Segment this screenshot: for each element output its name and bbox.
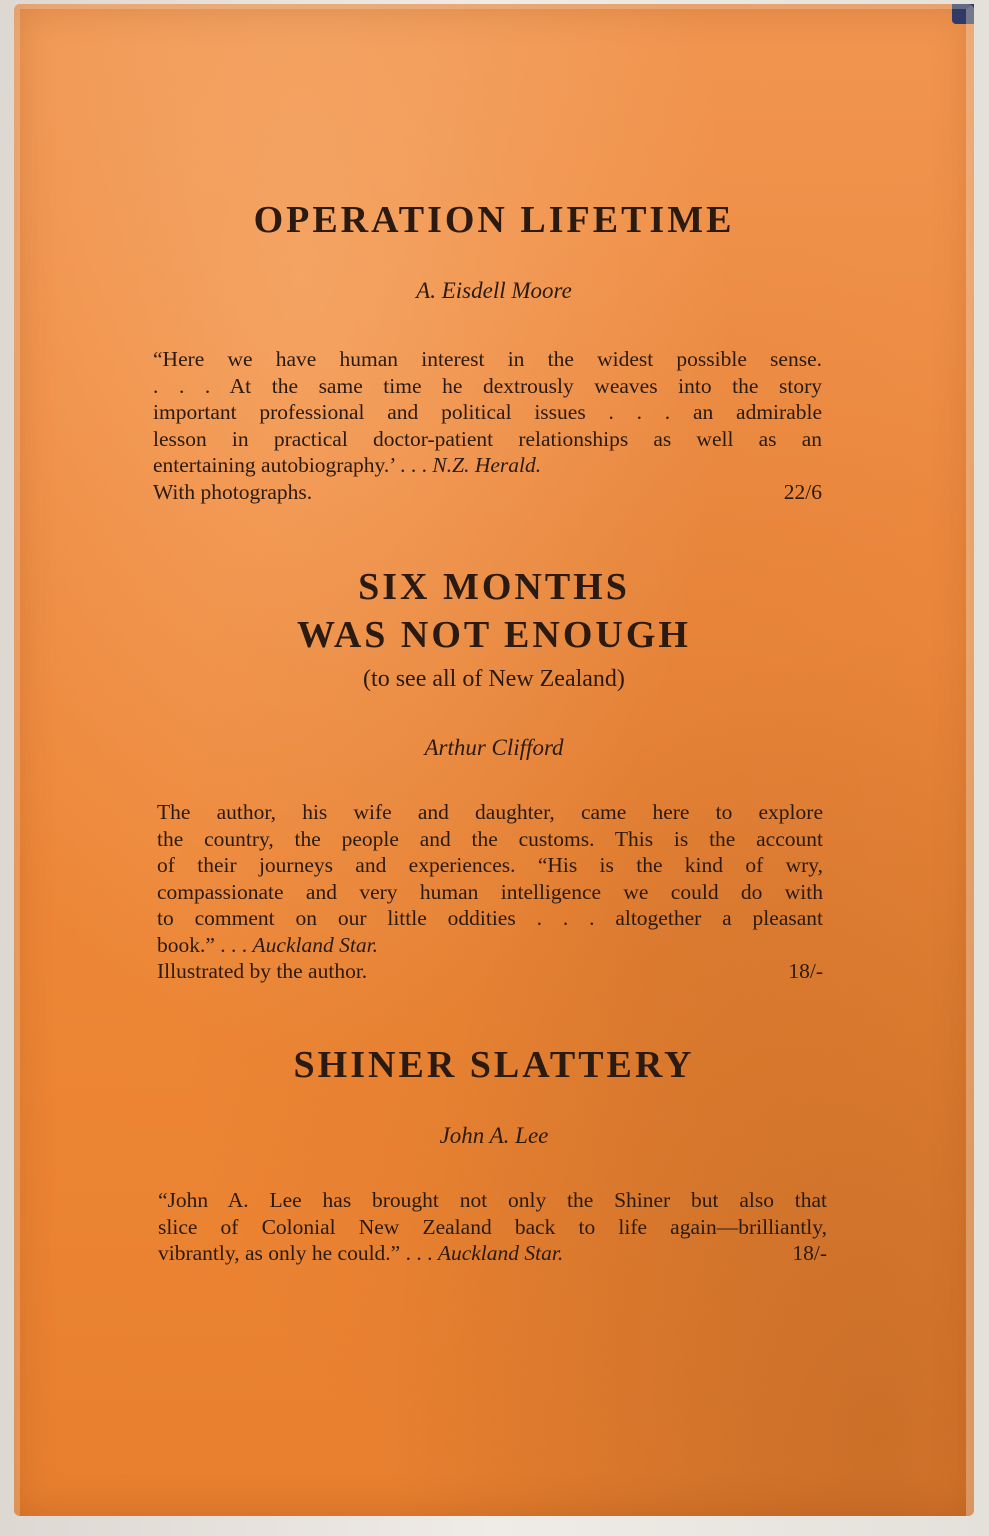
blurb-line: The author, his wife and daughter, came here to explore	[157, 800, 823, 824]
review-source: Auckland Star.	[252, 932, 378, 957]
book-subtitle-six-months: (to see all of New Zealand)	[363, 666, 625, 692]
blurb-line: compassionate and very human intelligence we could do with	[157, 879, 823, 904]
book-title-six-months-line1: SIX MONTHS	[358, 566, 630, 608]
review-source: N.Z. Herald.	[432, 453, 542, 477]
blurb-line: lesson in practical doctor-patient relationships as well as an	[153, 426, 822, 451]
book-author-arthur-clifford: Arthur Clifford	[424, 735, 564, 760]
book-blurb-six-months	[157, 799, 823, 985]
review-source: Auckland Star.	[437, 1241, 564, 1265]
blurb-line: the country, the people and the customs. This is the account	[157, 826, 823, 851]
spine-edge	[952, 4, 974, 24]
book-price: 18/-	[788, 959, 823, 983]
book-blurb-shiner-slattery	[158, 1187, 827, 1267]
blurb-line: slice of Colonial New Zealand back to life again—brilliantly,	[158, 1214, 827, 1239]
book-title-operation-lifetime: OPERATION LIFETIME	[253, 199, 735, 241]
blurb-line	[158, 1240, 563, 1267]
book-author-john-a-lee: John A. Lee	[439, 1123, 549, 1148]
book-price: 22/6	[783, 479, 822, 504]
book-note: Illustrated by the author.	[157, 959, 368, 983]
book-note: With photographs.	[153, 479, 313, 504]
book-title-shiner-slattery: SHINER SLATTERY	[293, 1044, 695, 1086]
blurb-line: of their journeys and experiences. “His is the kind of wry,	[157, 853, 823, 877]
blurb-line	[157, 932, 823, 959]
blurb-line: to comment on our little oddities . . . altogether a pleasant	[157, 906, 823, 930]
blurb-line: important professional and political issues . . . an admirable	[153, 400, 822, 424]
blurb-line-text: book.” . . .	[157, 932, 253, 957]
blurb-line: . . . At the same time he dextrously weaves into the story	[153, 373, 822, 398]
blurb-line-text: vibrantly, as only he could.” . . .	[158, 1241, 438, 1265]
book-footer-row	[157, 958, 823, 985]
book-footer-row	[158, 1240, 827, 1267]
book-title-six-months-line2: WAS NOT ENOUGH	[297, 614, 691, 656]
book-footer-row	[153, 479, 822, 506]
blurb-line: “Here we have human interest in the widest possible sense.	[153, 347, 822, 371]
book-blurb-operation-lifetime	[153, 346, 822, 505]
blurb-line-text: entertaining autobiography.’ . . .	[153, 453, 433, 477]
book-author-eisdell-moore: A. Eisdell Moore	[416, 278, 572, 303]
book-price: 18/-	[792, 1241, 827, 1265]
blurb-line	[153, 452, 822, 479]
blurb-line: “John A. Lee has brought not only the Shiner but also that	[158, 1188, 827, 1212]
book-back-cover	[14, 4, 974, 1516]
